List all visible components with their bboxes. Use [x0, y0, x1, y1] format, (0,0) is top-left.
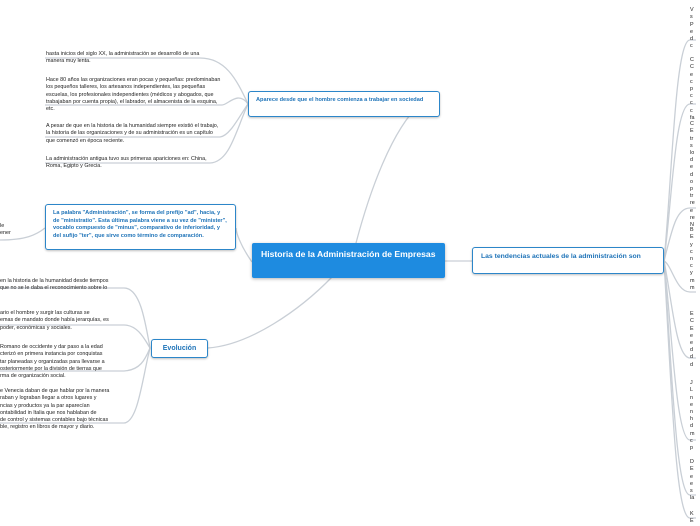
evolution-leaf: e Venecia daban de que hablar por la manera raban y lograban llegar a otros lugares y ncias y productos ya la par aparecían ontabilidad in Italia que nos hablaban de de control y sistemas contables bajo técnicas ble, registro en libros de mayor y diario.	[0, 388, 110, 431]
link-word	[236, 228, 252, 262]
branch-word-origin-label: La palabra "Administración", se forma del prefijo "ad", hacia, y de "ministratio". Esta última palabra viene a su vez de "minister", vocablo compuesto de "minus", comparativo de inferioridad, y del sufijo "ter", que sirve como término de comparación.	[53, 210, 227, 239]
evolution-leaf: en la historia de la humanidad desde tiempos que no se le daba el reconocimiento sobre lo	[0, 278, 109, 292]
trend-leaf: D E e e s la	[690, 459, 695, 502]
word-leaf: le	[0, 223, 5, 230]
trend-leaf: B E y c n c y m m	[690, 227, 695, 291]
central-topic-title: Historia de la Administración de Empresas	[261, 249, 436, 259]
link-origin	[356, 104, 420, 243]
origin-leaf: A pesar de que en la historia de la humanidad siempre existió el trabajo, la historia de las organizaciones y de su administración es un capítulo que comenzó en época reciente.	[46, 123, 219, 144]
trend-leaf: C E tr s lo d e d o p tr re e re N	[690, 121, 695, 229]
trend-leaf: C C e c p c c c fa	[690, 57, 695, 121]
trend-leaf: K E	[690, 511, 694, 525]
origin-leaf: La administración antigua tuvo sus primeras apariciones en: China, Roma, Egipto y Grecia.	[46, 156, 207, 170]
branch-evolution[interactable]	[151, 339, 208, 358]
origin-leaf: Hace 80 años las organizaciones eran pocas y pequeñas: predominaban los pequeños talleres, los artesanos independientes, las pequeñas escuelas, los profesionales independientes (médicos y abogados, que trabajaban por cuenta propia), el labrador, el almacenista de la esquina, etc.	[46, 77, 221, 113]
branch-trends-label: Las tendencias actuales de la administración son	[481, 253, 641, 260]
word-leaf: ener	[0, 230, 11, 237]
branch-word-origin[interactable]	[45, 204, 236, 250]
evolution-leaf: Romano de occidente y dar paso a la edad cterizó en primera instancia por conquistas tar planeadas y organizadas para llevarse a osteriormente por la división de tierras que rma de organización social.	[0, 344, 105, 380]
trend-leaf: E C E e e d d d	[690, 311, 694, 368]
evolution-leaf: ario el hombre y surgir las culturas se emas de mandato donde había jerarquías, es poder, económicas y sociales.	[0, 310, 109, 331]
origin-leaf: hasta inicios del siglo XX, la administración se desarrolló de una manera muy lenta.	[46, 51, 200, 65]
link-evolution	[208, 277, 332, 348]
trend-leaf: V s P e d c	[690, 7, 694, 50]
central-topic[interactable]	[252, 243, 445, 278]
branch-origin-label: Aparece desde que el hombre comienza a trabajar en sociedad	[256, 97, 424, 103]
branch-origin[interactable]	[248, 91, 440, 117]
branch-evolution-label: Evolución	[162, 345, 197, 352]
branch-trends[interactable]	[472, 247, 664, 274]
trend-leaf: J L n e n h d m c p	[690, 380, 695, 452]
